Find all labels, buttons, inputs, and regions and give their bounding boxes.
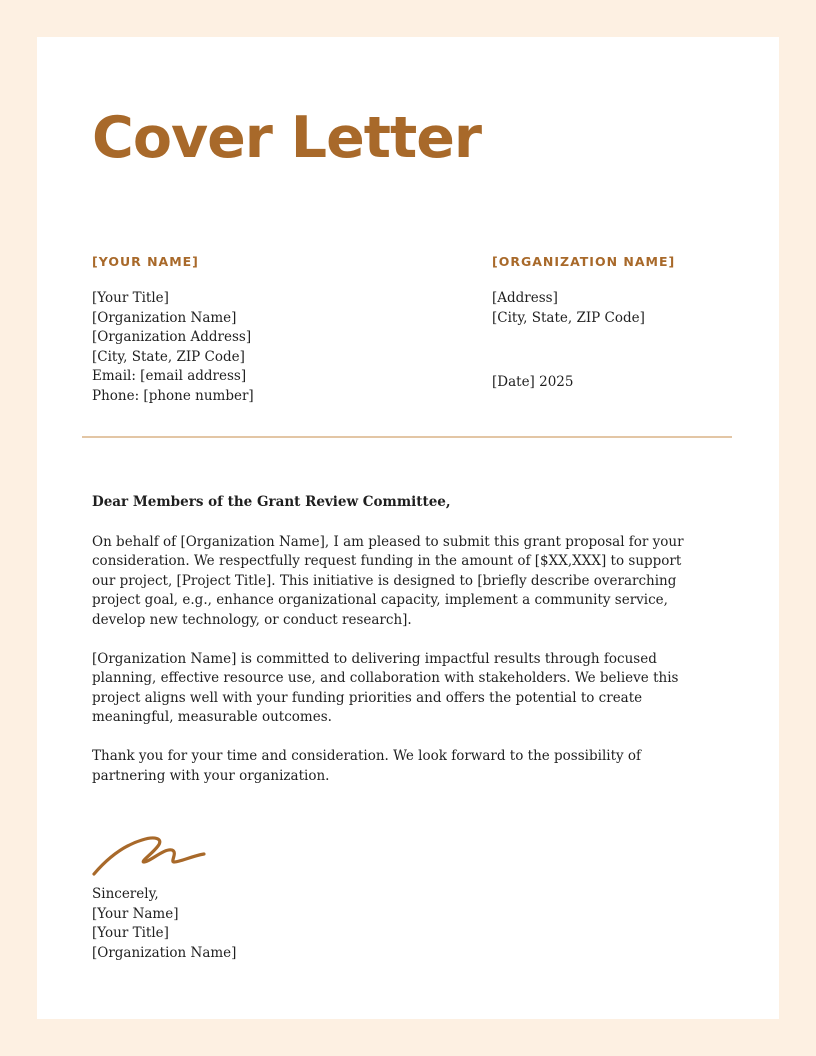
- body-paragraph-1: On behalf of [Organization Name], I am pleased to submit this grant proposal for your consideration. We respectfully request funding in the amount of [$XX,XXX] to support our project, [Project Title]. This initiative is designed to [briefly describe overarching project goal, e.g., enhance organizational capacity, implement a community service, develop new technology, or conduct research].: [92, 533, 684, 628]
- sender-city-state-zip: [City, State, ZIP Code]: [92, 348, 245, 365]
- section-divider: [82, 436, 732, 438]
- closing-title: [Your Title]: [92, 925, 169, 942]
- sender-phone: Phone: [phone number]: [92, 387, 254, 404]
- recipient-address: [Address]: [492, 290, 558, 306]
- letter-page: [37, 37, 779, 1019]
- closing-block: [92, 885, 236, 963]
- sender-email: Email: [email address]: [92, 368, 247, 385]
- closing-phrase: Sincerely,: [92, 886, 159, 902]
- body-paragraph-3: Thank you for your time and consideration. We look forward to the possibility of partnering with your organization.: [92, 747, 642, 784]
- recipient-name-heading: [ORGANIZATION NAME]: [492, 254, 676, 269]
- recipient-details: [492, 289, 675, 328]
- signature-image: [92, 832, 208, 880]
- sender-block: [92, 253, 254, 407]
- closing-organization: [Organization Name]: [92, 944, 237, 961]
- sender-details: [92, 289, 254, 407]
- sender-address: [Organization Address]: [92, 329, 252, 346]
- salutation: Dear Members of the Grant Review Committee,: [92, 494, 451, 510]
- sender-organization: [Organization Name]: [92, 309, 237, 326]
- recipient-city-state-zip: [City, State, ZIP Code]: [492, 309, 645, 326]
- recipient-block: [492, 253, 675, 328]
- page-title: Cover Letter: [92, 105, 482, 171]
- letter-date: [Date] 2025: [492, 374, 574, 390]
- body-paragraph-2: [Organization Name] is committed to delivering impactful results through focused planning, effective resource use, and collaboration with stakeholders. We believe this project aligns well with your funding priorities and offers the potential to create meaningful, measurable outcomes.: [92, 650, 679, 726]
- sender-title: [Your Title]: [92, 290, 169, 306]
- sender-name-heading: [YOUR NAME]: [92, 254, 199, 269]
- closing-name: [Your Name]: [92, 905, 179, 922]
- letter-body: [92, 493, 704, 805]
